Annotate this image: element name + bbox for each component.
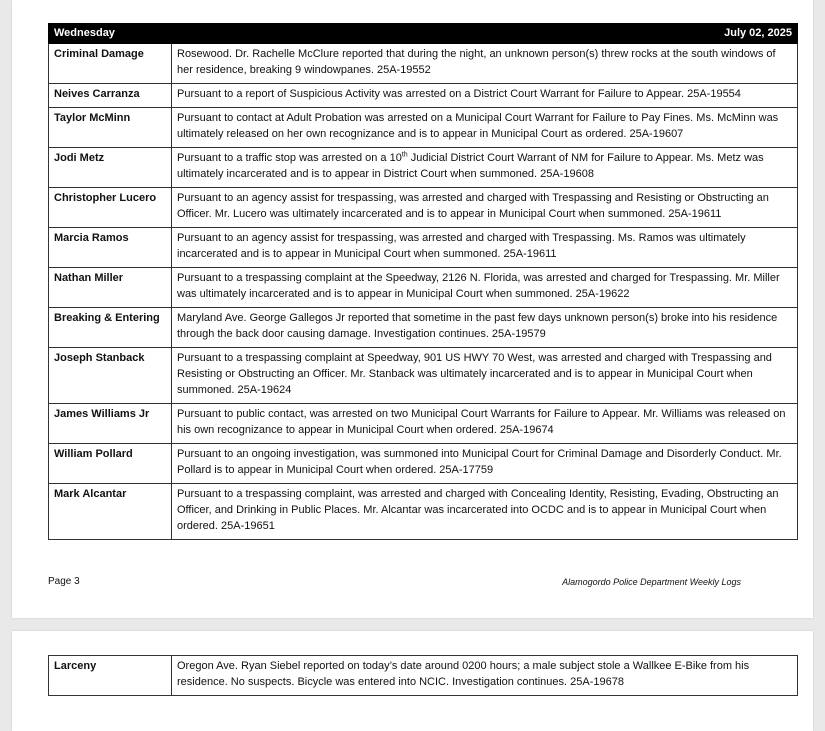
- page-number: Page 3: [48, 576, 80, 587]
- table-row: [49, 108, 798, 148]
- log-date: July 02, 2025: [172, 24, 798, 44]
- log-header-row: [49, 24, 798, 44]
- entry-name: Marcia Ramos: [49, 228, 172, 268]
- document-page-4: [12, 631, 813, 731]
- entry-name: Larceny: [49, 656, 172, 696]
- table-row: [49, 404, 798, 444]
- entry-name: James Williams Jr: [49, 404, 172, 444]
- entry-name: Jodi Metz: [49, 148, 172, 188]
- entry-desc: [172, 148, 798, 188]
- table-row: [49, 484, 798, 540]
- table-row: [49, 228, 798, 268]
- entry-desc: Rosewood. Dr. Rachelle McClure reported that during the night, an unknown person(s) threw rocks at the south windows of her residence, breaking 9 windowpanes. 25A-19552: [172, 44, 798, 84]
- entry-name: Joseph Stanback: [49, 348, 172, 404]
- ordinal-suffix: th: [401, 151, 408, 159]
- entry-desc-part: Pursuant to a traffic stop was arrested on a 10: [177, 152, 402, 164]
- document-footer-title: Alamogordo Police Department Weekly Logs: [562, 577, 741, 587]
- entry-desc: Maryland Ave. George Gallegos Jr reported that sometime in the past few days unknown person(s) broke into his residence through the back door causing damage. Investigation continues. 25A-19579: [172, 308, 798, 348]
- table-row: [49, 308, 798, 348]
- entry-name: Neives Carranza: [49, 84, 172, 108]
- entry-desc: Pursuant to an ongoing investigation, was summoned into Municipal Court for Criminal Damage and Disorderly Conduct. Mr. Pollard is to appear in Municipal Court when ordered. 25A-17759: [172, 444, 798, 484]
- table-row: [49, 656, 798, 696]
- entry-desc: Oregon Ave. Ryan Siebel reported on today’s date around 0200 hours; a male subject stole a Wallkee E-Bike from his residence. No suspects. Bicycle was entered into NCIC. Investigation continues. 25A-19678: [172, 656, 798, 696]
- table-row: [49, 444, 798, 484]
- table-row: [49, 44, 798, 84]
- entry-name: Criminal Damage: [49, 44, 172, 84]
- document-page-3: [12, 0, 813, 618]
- entry-name: Nathan Miller: [49, 268, 172, 308]
- entry-desc: Pursuant to an agency assist for trespassing, was arrested and charged with Trespassing. Ms. Ramos was ultimately incarcerated and is to appear in Municipal Court when summoned. 25A-19611: [172, 228, 798, 268]
- entry-desc: Pursuant to public contact, was arrested on two Municipal Court Warrants for Failure to Appear. Mr. Williams was released on his own recognizance to appear in Municipal Court when ordered. 25A-19674: [172, 404, 798, 444]
- table-row: [49, 84, 798, 108]
- log-table: [48, 655, 798, 696]
- table-row: [49, 268, 798, 308]
- entry-name: William Pollard: [49, 444, 172, 484]
- entry-desc-part: Judicial District Court Warrant of NM for Failure to Appear. Ms. Metz was ultimately incarcerated and is to appear in District Court when summoned. 25A-19608: [177, 152, 764, 180]
- entry-desc: Pursuant to a trespassing complaint at Speedway, 901 US HWY 70 West, was arrested and charged with Trespassing and Resisting or Obstructing an Officer. Mr. Stanback was ultimately incarcerated and is to appear in Municipal Court when summoned. 25A-19624: [172, 348, 798, 404]
- table-row: [49, 348, 798, 404]
- entry-name: Taylor McMinn: [49, 108, 172, 148]
- entry-desc: Pursuant to contact at Adult Probation was arrested on a Municipal Court Warrant for Failure to Pay Fines. Ms. McMinn was ultimately released on her own recognizance and is to appear in Municipal Court as ordered. 25A-19607: [172, 108, 798, 148]
- entry-desc: Pursuant to a trespassing complaint at the Speedway, 2126 N. Florida, was arrested and charged for Trespassing. Mr. Miller was ultimately incarcerated and is to appear in Municipal Court when summoned. 25A-19622: [172, 268, 798, 308]
- entry-desc: Pursuant to a report of Suspicious Activity was arrested on a District Court Warrant for Failure to Appear. 25A-19554: [172, 84, 798, 108]
- entry-desc: Pursuant to a trespassing complaint, was arrested and charged with Concealing Identity, Resisting, Evading, Obstructing an Officer, and Drinking in Public Places. Mr. Alcantar was incarcerated into OCDC and is to appear in Municipal Court when ordered. 25A-19651: [172, 484, 798, 540]
- entry-name: Christopher Lucero: [49, 188, 172, 228]
- entry-name: Breaking & Entering: [49, 308, 172, 348]
- entry-name: Mark Alcantar: [49, 484, 172, 540]
- table-row: [49, 188, 798, 228]
- entry-desc: Pursuant to an agency assist for trespassing, was arrested and charged with Trespassing and Resisting or Obstructing an Officer. Mr. Lucero was ultimately incarcerated and is to appear in Municipal Court when summoned. 25A-19611: [172, 188, 798, 228]
- log-day: Wednesday: [49, 24, 172, 44]
- table-row: [49, 148, 798, 188]
- log-table: [48, 23, 798, 540]
